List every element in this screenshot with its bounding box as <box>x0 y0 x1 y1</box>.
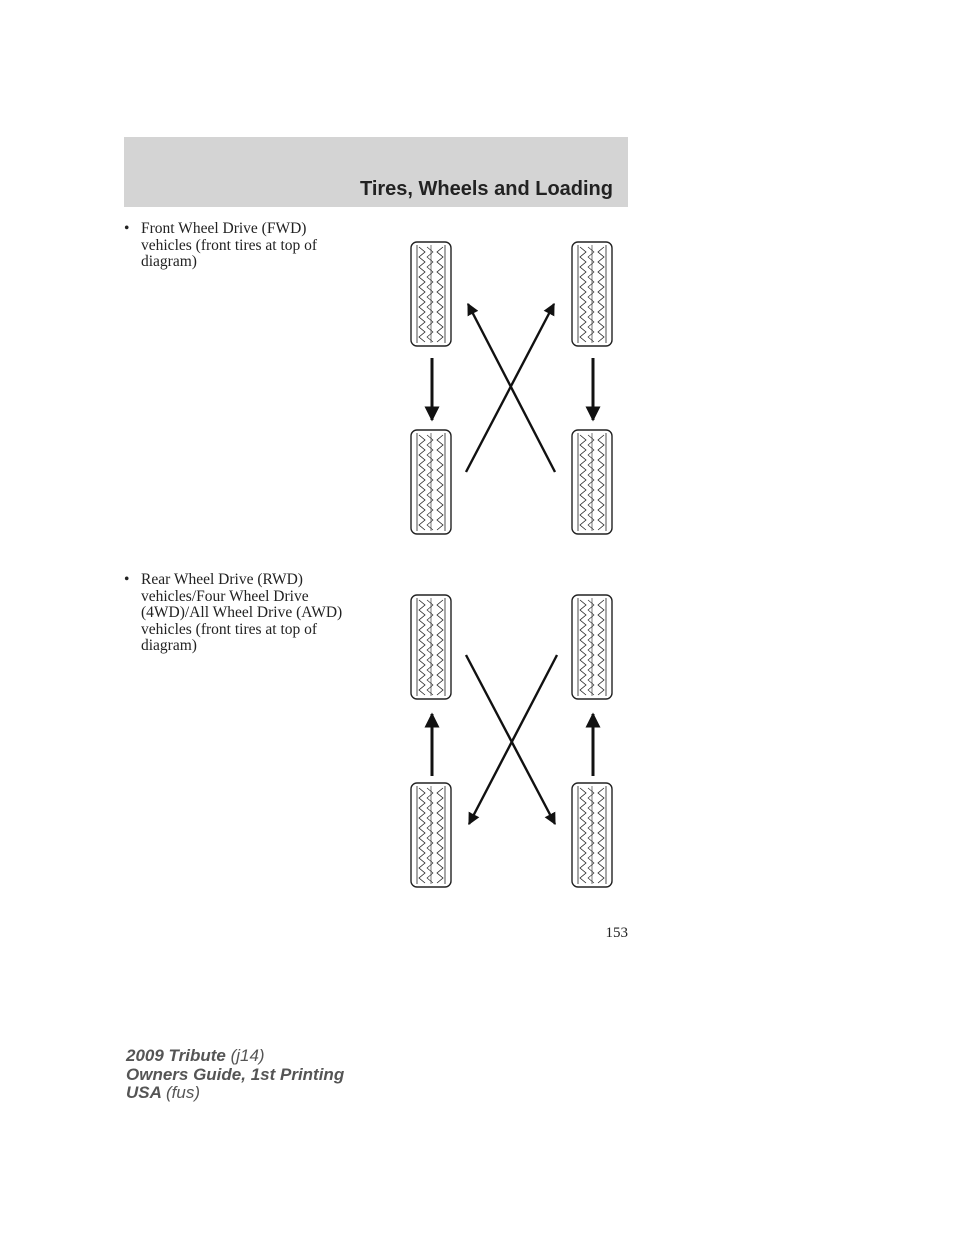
tire-rear-left <box>411 430 451 534</box>
page-number: 153 <box>605 925 628 941</box>
bullet-line: (4WD)/All Wheel Drive (AWD) <box>141 604 343 622</box>
bullet-line: vehicles/Four Wheel Drive <box>141 587 309 605</box>
tire-rear-left <box>411 783 451 887</box>
footer-market-code: (fus) <box>166 1083 200 1102</box>
bullet-text <box>141 221 366 271</box>
tire-front-right <box>572 595 612 699</box>
bullet-text <box>141 572 366 655</box>
tire-rear-right <box>572 783 612 887</box>
footer-line-edition: Owners Guide, 1st Printing <box>126 1064 345 1084</box>
section-header-band <box>124 137 628 207</box>
bullet-marker: • <box>124 220 130 237</box>
tire-rear-right <box>572 430 612 534</box>
footer-model: 2009 Tribute <box>126 1046 226 1065</box>
footer-market: USA <box>126 1083 162 1102</box>
fwd-rotation-diagram <box>400 238 625 538</box>
tire-front-left <box>411 595 451 699</box>
footer-print-info <box>126 1047 344 1103</box>
arrow-front-left-to-rear-right <box>466 655 555 824</box>
bullet-line: vehicles (front tires at top of <box>141 620 318 638</box>
tire-front-left <box>411 242 451 346</box>
section-title: Tires, Wheels and Loading <box>359 178 613 200</box>
footer-line-model <box>126 1047 344 1066</box>
bullet-line: diagram) <box>141 637 197 655</box>
bullet-line: vehicles (front tires at top of <box>141 236 318 254</box>
bullet-line: Rear Wheel Drive (RWD) <box>141 571 303 588</box>
bullet-line: diagram) <box>141 253 197 271</box>
bullet-line: Front Wheel Drive (FWD) <box>141 220 307 237</box>
rwd-4wd-awd-rotation-diagram <box>400 591 625 891</box>
tire-front-right <box>572 242 612 346</box>
footer-model-code: (j14) <box>230 1046 265 1065</box>
footer-line-market <box>126 1084 344 1103</box>
arrow-front-right-to-rear-left <box>469 655 557 824</box>
bullet-marker: • <box>124 571 130 588</box>
